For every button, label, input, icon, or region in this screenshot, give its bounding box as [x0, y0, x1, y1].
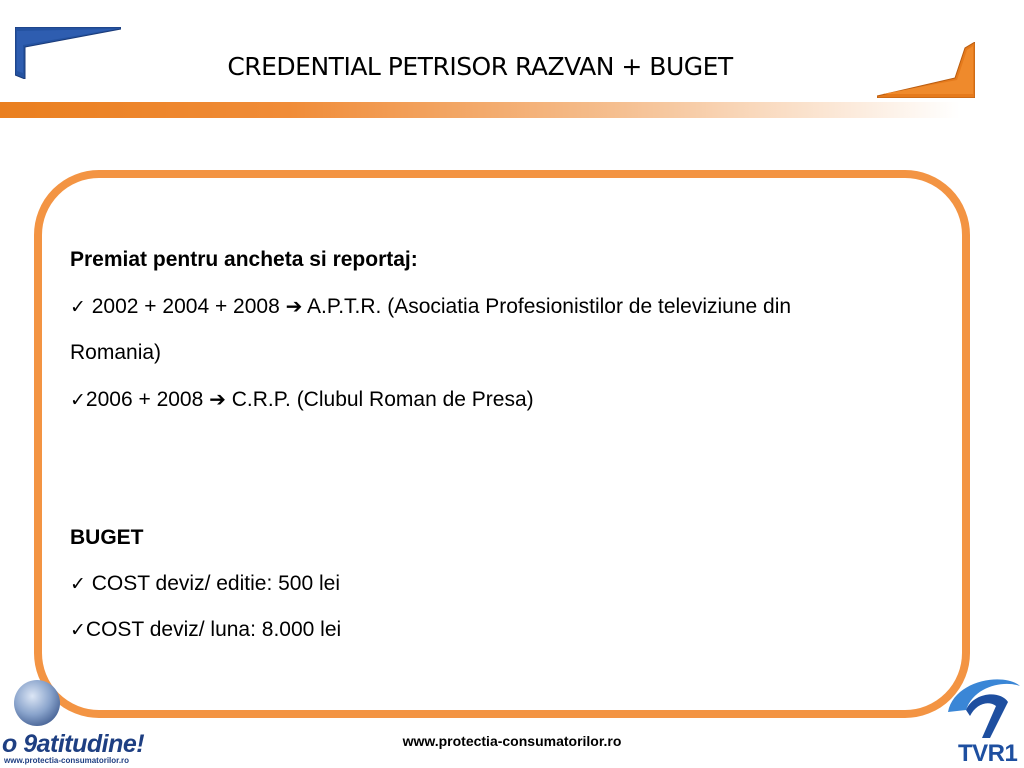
budget-item-text: COST deviz/ editie: 500 lei	[85, 572, 340, 595]
check-mark-icon: ✓	[70, 619, 86, 641]
check-mark-icon: ✓	[70, 573, 86, 595]
check-mark-icon: ✓	[70, 296, 86, 318]
content-body	[70, 237, 970, 653]
award-organization: A.P.T.R. (Asociatia Profesionistilor de televiziune din	[302, 295, 792, 318]
logo-right-text: TVR1	[958, 740, 1018, 767]
budget-item-text: COST deviz/ luna: 8.000 lei	[85, 618, 342, 641]
title-underline-bar	[0, 102, 960, 118]
logo-left-url: www.protectia-consumatorilor.ro	[4, 756, 130, 765]
budget-item	[70, 561, 970, 607]
awards-heading: Premiat pentru ancheta si reportaj:	[70, 248, 418, 271]
award-organization-continued: Romania)	[70, 341, 162, 364]
check-mark-icon: ✓	[70, 389, 86, 411]
page-title: CREDENTIAL PETRISOR RAZVAN + BUGET	[227, 52, 733, 81]
tvr1-logo	[944, 672, 1024, 768]
atitudine-logo	[2, 680, 154, 768]
award-item	[70, 283, 970, 330]
footer-url: www.protectia-consumatorilor.ro	[402, 733, 622, 749]
logo-emblem-icon	[14, 680, 60, 726]
budget-item	[70, 607, 970, 653]
budget-heading: BUGET	[70, 526, 144, 549]
tvr-swoosh-icon	[944, 672, 1024, 742]
award-years: 2006 + 2008	[85, 388, 210, 411]
award-item	[70, 376, 970, 423]
right-arrow-icon: ➔	[285, 294, 303, 318]
award-organization: C.R.P. (Clubul Roman de Presa)	[225, 388, 534, 411]
right-arrow-icon: ➔	[209, 387, 226, 411]
logo-left-text: o 9atitudine!	[2, 730, 145, 758]
award-years: 2002 + 2004 + 2008	[85, 295, 286, 318]
